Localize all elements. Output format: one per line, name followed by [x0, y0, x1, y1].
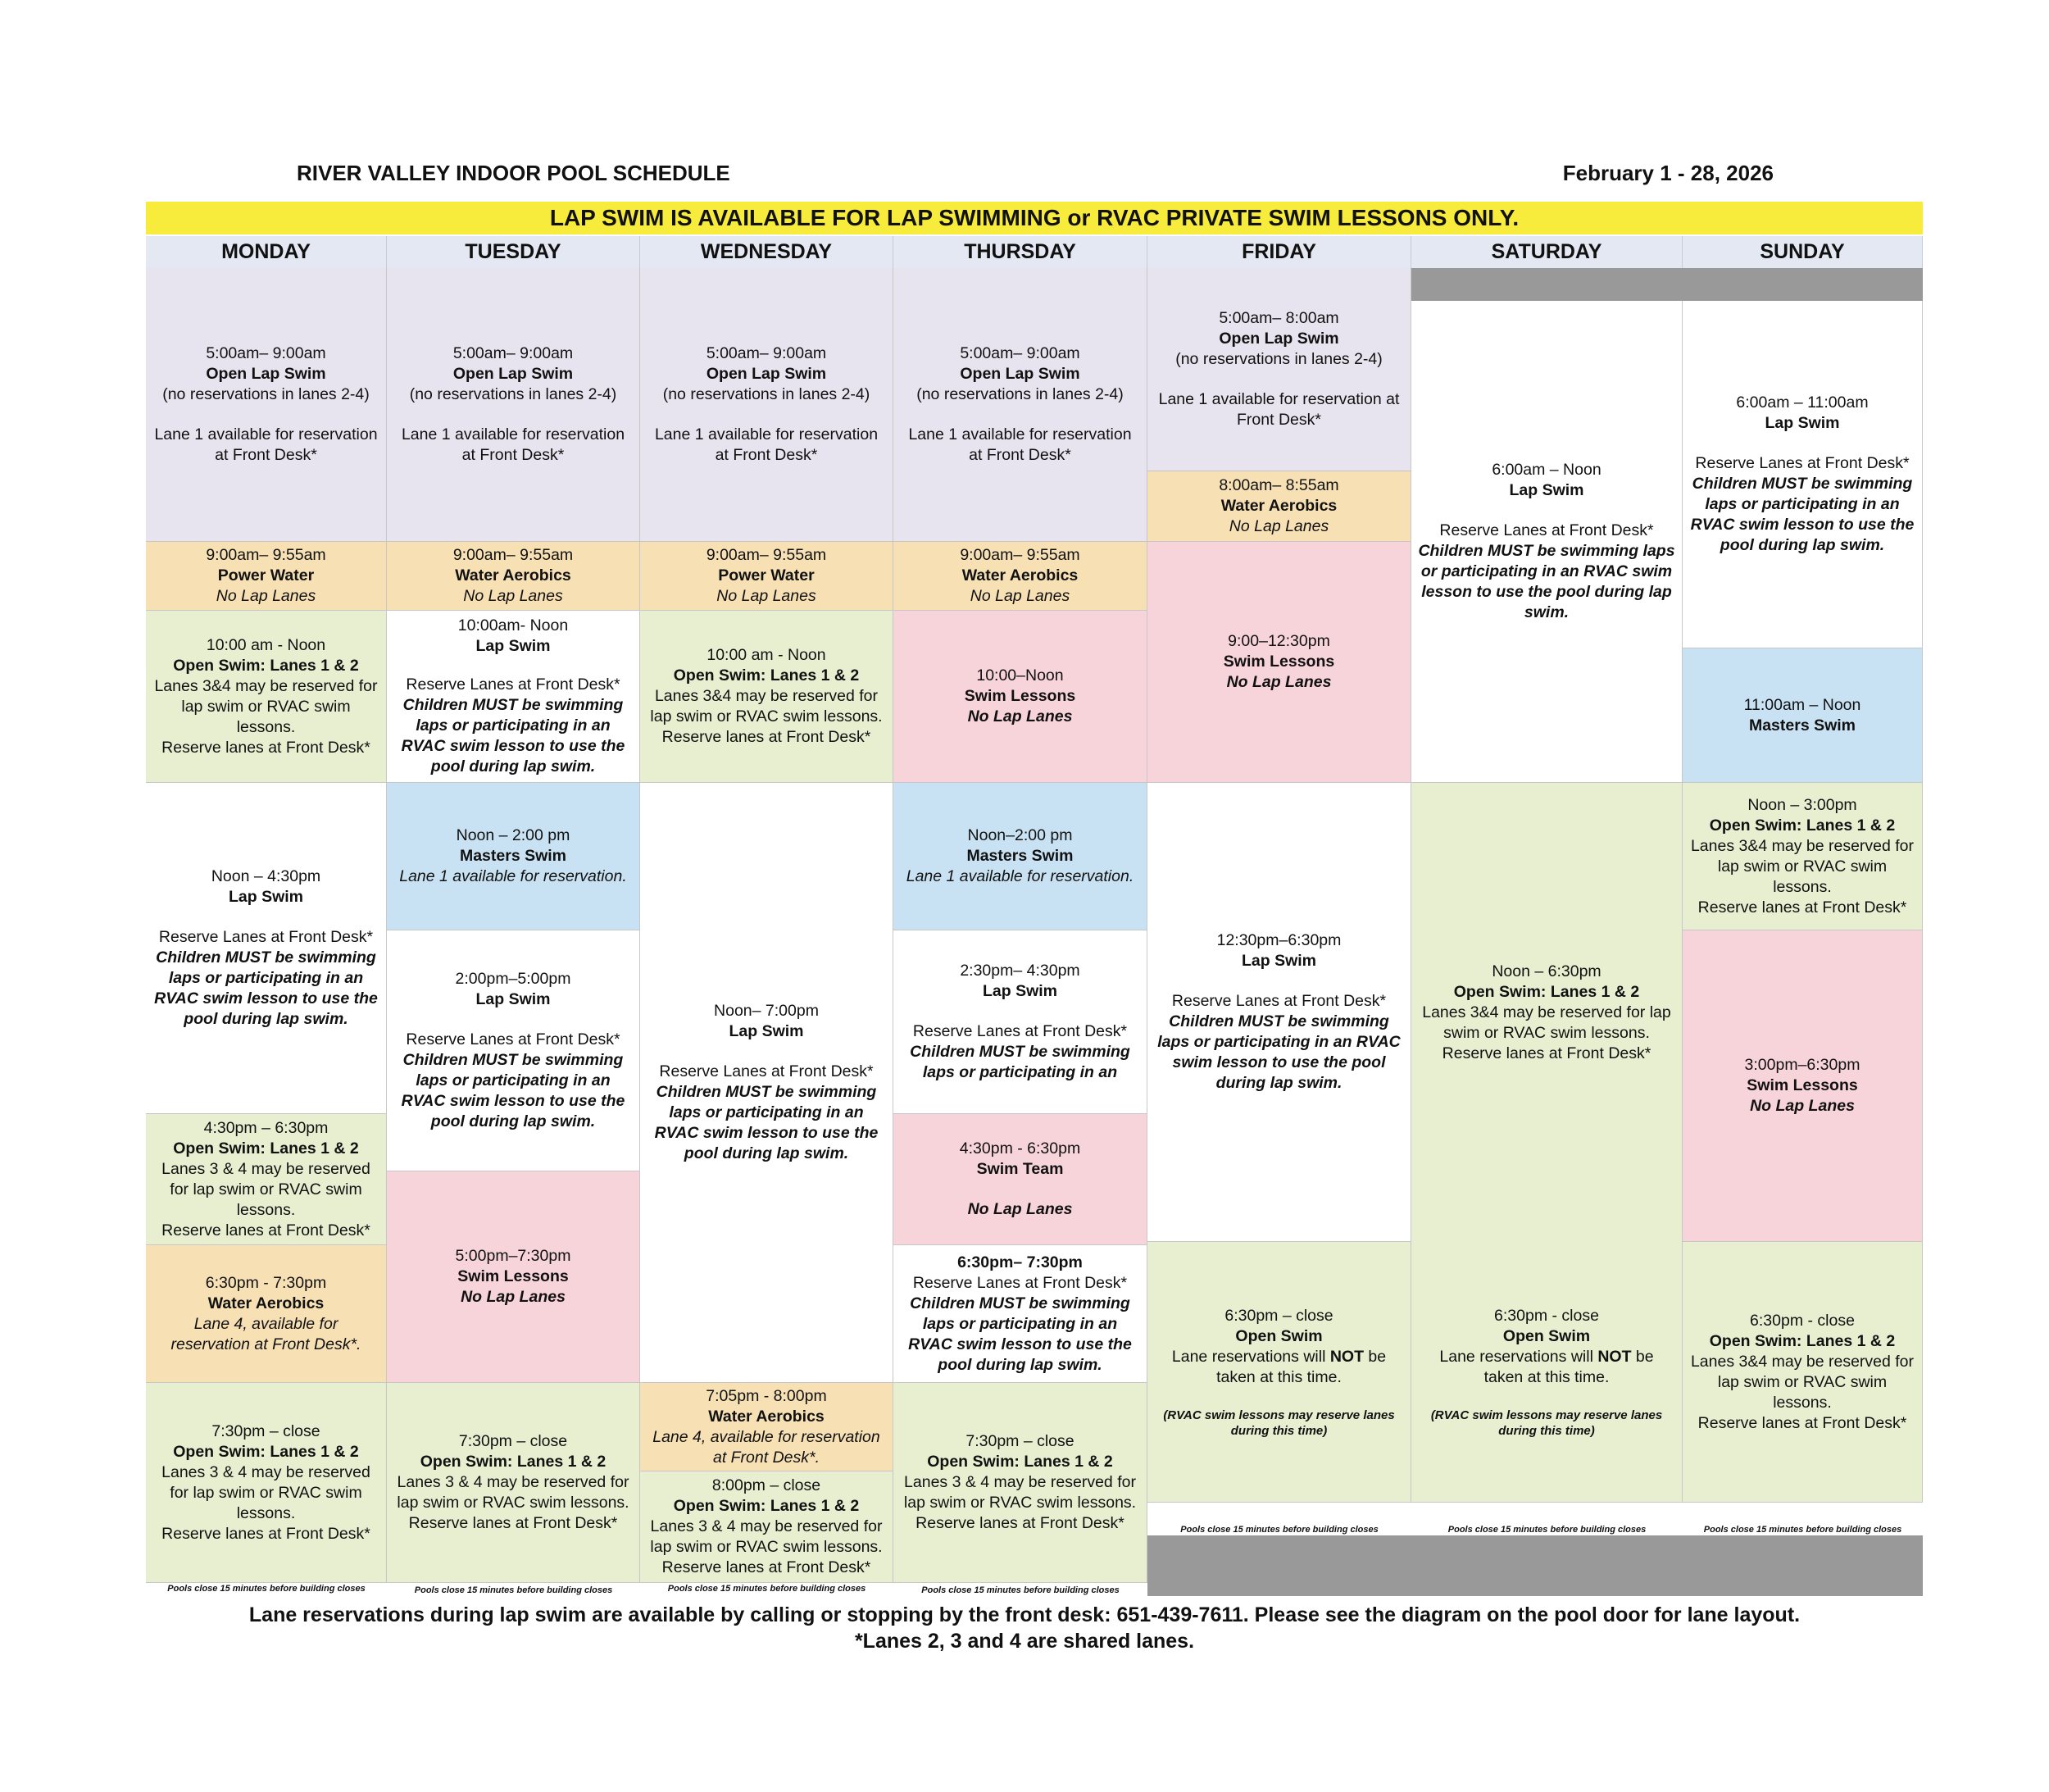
- block-title: Power Water: [718, 566, 815, 584]
- wednesday-lap-swim: [640, 783, 893, 1383]
- block-time: 9:00am– 9:55am: [706, 546, 827, 564]
- block-detail: Children MUST be swimming laps or participating in an: [910, 1043, 1130, 1081]
- block-title: Open Swim: Lanes 1 & 2: [173, 1139, 359, 1158]
- block-time: 8:00am– 8:55am: [1219, 476, 1339, 494]
- block-time: 10:00–Noon: [976, 666, 1064, 685]
- block-detail: Lanes 3&4 may be reserved for lap swim or RVAC swim lessons.: [650, 687, 883, 725]
- block-time: 2:30pm– 4:30pm: [960, 962, 1080, 980]
- block-time: 10:00 am - Noon: [206, 635, 326, 654]
- block-time: 6:30pm– 7:30pm: [957, 1253, 1083, 1271]
- block-title: Open Lap Swim: [706, 365, 827, 383]
- tuesday-lap-swim-afternoon: [387, 930, 640, 1171]
- block-detail: Reserve Lanes at Front Desk*: [1695, 454, 1910, 472]
- block-title: Water Aerobics: [1220, 497, 1338, 515]
- block-title: Water Aerobics: [455, 566, 571, 584]
- block-detail: No Lap Lanes: [1750, 1097, 1855, 1115]
- day-header-wednesday: WEDNESDAY: [640, 236, 893, 268]
- block-title: Swim Lessons: [1747, 1076, 1858, 1094]
- block-time: 5:00am– 9:00am: [452, 344, 574, 362]
- footer-shared-lanes-note: *Lanes 2, 3 and 4 are shared lanes.: [854, 1630, 1195, 1653]
- block-title: Open Swim: Lanes 1 & 2: [1453, 982, 1640, 1001]
- block-detail: (no reservations in lanes 2-4): [162, 385, 370, 403]
- block-detail: (no reservations in lanes 2-4): [1175, 350, 1383, 368]
- block-detail: Lanes 3 & 4 may be reserved for lap swim or RVAC swim lessons.: [161, 1462, 370, 1522]
- block-title: Lap Swim: [1509, 481, 1584, 499]
- block-time: 4:30pm - 6:30pm: [959, 1139, 1081, 1158]
- block-detail: No Lap Lanes: [1229, 517, 1329, 535]
- saturday-open-swim: [1411, 783, 1683, 1242]
- block-detail: Reserve Lanes at Front Desk*: [1171, 992, 1387, 1010]
- block-title: Open Swim: [1235, 1326, 1323, 1345]
- tuesday-water-aerobics: [387, 542, 640, 611]
- block-time: 12:30pm–6:30pm: [1216, 931, 1342, 949]
- block-detail: Children MUST be swimming laps or participating in an RVAC swim lesson to use the pool during lap swim.: [401, 696, 625, 775]
- block-detail: Children MUST be swimming laps or participating in an RVAC swim lesson to use the pool during lap swim.: [154, 948, 378, 1028]
- block-time: 5:00am– 9:00am: [960, 344, 1080, 362]
- block-detail: Reserve lanes at Front Desk*: [661, 728, 871, 746]
- block-title: Water Aerobics: [961, 566, 1079, 584]
- block-detail: No Lap Lanes: [970, 587, 1070, 605]
- block-detail: Reserve lanes at Front Desk*: [1697, 898, 1907, 916]
- block-time: 6:30pm - close: [1750, 1311, 1855, 1330]
- block-detail: No Lap Lanes: [461, 1288, 566, 1306]
- friday-open-lap-swim: [1147, 268, 1411, 471]
- block-title: Water Aerobics: [207, 1294, 325, 1312]
- block-detail: Reserve lanes at Front Desk*: [408, 1514, 618, 1532]
- block-detail: Lane 1 available for reservation at Front Desk*: [1158, 390, 1400, 429]
- block-title: Swim Lessons: [964, 687, 1076, 705]
- block-detail: Reserve lanes at Front Desk*: [1697, 1413, 1907, 1432]
- saturday-closed-bar: [1411, 268, 1683, 301]
- block-detail: Reserve lanes at Front Desk*: [161, 1524, 370, 1543]
- block-time: Noon – 6:30pm: [1492, 962, 1601, 980]
- block-time: 6:00am – Noon: [1492, 461, 1601, 479]
- block-time: 5:00am– 8:00am: [1219, 309, 1339, 327]
- block-time: 9:00am– 9:55am: [452, 546, 574, 564]
- block-title: Swim Team: [976, 1160, 1064, 1178]
- block-time: 9:00–12:30pm: [1228, 632, 1330, 650]
- block-time: 7:30pm – close: [458, 1432, 568, 1450]
- block-detail: No Lap Lanes: [967, 1200, 1073, 1218]
- block-detail: Children MUST be swimming laps or participating in an RVAC swim lesson to use the pool during lap swim.: [1418, 542, 1675, 621]
- block-detail: Lane reservations will NOT be taken at this time.: [1439, 1347, 1654, 1386]
- block-title: Open Lap Swim: [1219, 330, 1339, 348]
- sunday-swim-lessons: [1683, 930, 1923, 1242]
- schedule-title: RIVER VALLEY INDOOR POOL SCHEDULE: [297, 161, 730, 185]
- block-time: 9:00am– 9:55am: [206, 546, 326, 564]
- block-title: Masters Swim: [459, 847, 567, 865]
- block-time: 3:00pm–6:30pm: [1744, 1056, 1860, 1074]
- block-time: 2:00pm–5:00pm: [455, 970, 571, 988]
- sunday-lap-swim: [1683, 301, 1923, 648]
- pools-close-note-friday: Pools close 15 minutes before building closes: [1180, 1525, 1379, 1535]
- pools-close-note-thursday: Pools close 15 minutes before building closes: [921, 1585, 1120, 1595]
- day-header-monday: MONDAY: [146, 236, 387, 268]
- block-detail: Reserve Lanes at Front Desk*: [158, 928, 374, 946]
- block-detail: Lanes 3&4 may be reserved for lap swim or RVAC swim lessons.: [1422, 1003, 1671, 1042]
- thursday-lap-swim: [893, 930, 1147, 1114]
- block-detail: Lanes 3 & 4 may be reserved for lap swim or RVAC swim lessons.: [397, 1473, 629, 1512]
- block-time: Noon – 4:30pm: [211, 867, 321, 885]
- block-title: Swim Lessons: [1223, 653, 1335, 671]
- pools-close-note-sunday: Pools close 15 minutes before building closes: [1703, 1525, 1902, 1535]
- block-detail: Lanes 3 & 4 may be reserved for lap swim or RVAC swim lessons.: [161, 1159, 370, 1219]
- block-time: 5:00am– 9:00am: [706, 344, 827, 362]
- block-detail: Lanes 3&4 may be reserved for lap swim or RVAC swim lessons.: [1690, 836, 1915, 896]
- block-time: 9:00am– 9:55am: [960, 546, 1080, 564]
- block-title: Lap Swim: [1765, 414, 1840, 432]
- block-note: (RVAC swim lessons may reserve lanes during this time): [1430, 1408, 1663, 1438]
- block-title: Open Swim: Lanes 1 & 2: [927, 1453, 1113, 1471]
- block-detail: Children MUST be swimming laps or participating in an RVAC swim lesson to use the pool during lap swim.: [401, 1051, 625, 1130]
- monday-power-water: [146, 542, 387, 611]
- block-detail: Children MUST be swimming laps or participating in an RVAC swim lesson to use the pool during lap swim.: [654, 1083, 879, 1162]
- block-detail: Children MUST be swimming laps or participating in an RVAC swim lesson to use the pool during lap swim.: [1157, 1012, 1401, 1092]
- monday-lap-swim: [146, 783, 387, 1114]
- block-time: 5:00pm–7:30pm: [455, 1247, 571, 1265]
- block-detail: No Lap Lanes: [967, 707, 1073, 725]
- block-title: Lap Swim: [1241, 952, 1317, 970]
- block-title: Open Lap Swim: [452, 365, 574, 383]
- block-detail: Lane 1 available for reservation.: [399, 867, 627, 885]
- lap-swim-banner: LAP SWIM IS AVAILABLE FOR LAP SWIMMING or RVAC PRIVATE SWIM LESSONS ONLY.: [146, 202, 1923, 234]
- block-detail: Reserve Lanes at Front Desk*: [659, 1062, 874, 1080]
- block-detail: Reserve lanes at Front Desk*: [915, 1514, 1124, 1532]
- block-detail: Lane 1 available for reservation at Front Desk*: [401, 425, 625, 464]
- block-detail: Lanes 3 & 4 may be reserved for lap swim or RVAC swim lessons.: [903, 1473, 1137, 1512]
- wednesday-open-swim-morning: [640, 611, 893, 783]
- block-title: Masters Swim: [966, 847, 1074, 865]
- block-title: Open Swim: Lanes 1 & 2: [173, 656, 359, 675]
- block-detail: (no reservations in lanes 2-4): [409, 385, 617, 403]
- block-title: Open Swim: Lanes 1 & 2: [1709, 816, 1896, 835]
- day-header-thursday: THURSDAY: [893, 236, 1147, 268]
- saturday-lap-swim: [1411, 301, 1683, 783]
- footer-reservation-info: Lane reservations during lap swim are available by calling or stopping by the front desk: 651-439-7611. Please see the diagram on the pool door for lane layout.: [248, 1603, 1801, 1626]
- friday-open-swim: [1147, 1242, 1411, 1503]
- thursday-swim-lessons: [893, 611, 1147, 783]
- thursday-masters-swim: [893, 783, 1147, 930]
- block-time: 6:30pm - 7:30pm: [205, 1273, 327, 1292]
- sunday-masters-swim: [1683, 648, 1923, 783]
- block-time: Noon–2:00 pm: [967, 826, 1073, 844]
- block-time: 5:00am– 9:00am: [206, 344, 326, 362]
- block-title: Open Lap Swim: [960, 365, 1080, 383]
- block-title: Lap Swim: [475, 637, 551, 655]
- day-header-saturday: SATURDAY: [1411, 236, 1683, 268]
- monday-open-swim-evening: [146, 1383, 387, 1583]
- block-detail: Lane reservations will NOT be taken at this time.: [1171, 1347, 1387, 1386]
- block-title: Water Aerobics: [708, 1407, 825, 1426]
- block-time: 11:00am – Noon: [1743, 695, 1861, 714]
- block-title: Lap Swim: [228, 888, 304, 906]
- wednesday-power-water: [640, 542, 893, 611]
- block-detail: Reserve Lanes at Front Desk*: [912, 1022, 1128, 1040]
- friday-swim-lessons: [1147, 542, 1411, 783]
- tuesday-open-swim-evening: [387, 1383, 640, 1583]
- block-note: (RVAC swim lessons may reserve lanes during this time): [1163, 1408, 1395, 1438]
- block-detail: Lane 1 available for reservation at Front Desk*: [654, 425, 879, 464]
- block-time: Noon – 3:00pm: [1747, 795, 1857, 814]
- day-header-tuesday: TUESDAY: [387, 236, 640, 268]
- block-title: Open Swim: Lanes 1 & 2: [1709, 1331, 1896, 1350]
- block-detail: (no reservations in lanes 2-4): [662, 385, 870, 403]
- block-title: Open Swim: Lanes 1 & 2: [673, 1497, 860, 1515]
- block-time: Noon– 7:00pm: [714, 1002, 819, 1020]
- block-detail: Lanes 3&4 may be reserved for lap swim or RVAC swim lessons.: [1690, 1352, 1915, 1412]
- block-title: Open Swim: [1502, 1326, 1591, 1345]
- wednesday-open-swim-evening: [640, 1471, 893, 1583]
- date-range: February 1 - 28, 2026: [1562, 161, 1774, 185]
- tuesday-swim-lessons: [387, 1171, 640, 1383]
- thursday-open-lap-swim: [893, 268, 1147, 542]
- monday-open-swim-morning: [146, 611, 387, 783]
- pools-close-note-tuesday: Pools close 15 minutes before building closes: [414, 1585, 613, 1595]
- block-title: Open Swim: Lanes 1 & 2: [420, 1453, 607, 1471]
- tuesday-open-lap-swim: [387, 268, 640, 542]
- sunday-closed-bar: [1683, 268, 1923, 301]
- thursday-open-swim-evening: [893, 1383, 1147, 1583]
- block-detail: Children MUST be swimming laps or participating in an RVAC swim lesson to use the pool during lap swim.: [908, 1294, 1132, 1374]
- tuesday-lap-swim-morning: [387, 611, 640, 783]
- sunday-open-swim-afternoon: [1683, 783, 1923, 930]
- block-title: Open Lap Swim: [206, 365, 326, 383]
- block-time: 4:30pm – 6:30pm: [203, 1118, 329, 1137]
- block-title: Open Swim: Lanes 1 & 2: [173, 1442, 359, 1461]
- thursday-swim-team: [893, 1114, 1147, 1245]
- block-title: Lap Swim: [982, 982, 1058, 1000]
- sunday-open-swim-evening: [1683, 1242, 1923, 1503]
- block-time: 7:30pm – close: [965, 1432, 1074, 1450]
- block-detail: No Lap Lanes: [716, 587, 816, 605]
- block-detail: Reserve lanes at Front Desk*: [161, 738, 370, 757]
- day-header-sunday: SUNDAY: [1683, 236, 1923, 268]
- monday-water-aerobics: [146, 1245, 387, 1383]
- friday-lap-swim: [1147, 783, 1411, 1242]
- saturday-open-swim-evening: [1411, 1242, 1683, 1503]
- block-time: 6:30pm – close: [1224, 1306, 1333, 1325]
- block-detail: Reserve Lanes at Front Desk*: [1439, 521, 1654, 539]
- tuesday-masters-swim: [387, 783, 640, 930]
- block-detail: (no reservations in lanes 2-4): [916, 385, 1124, 403]
- monday-open-lap-swim: [146, 268, 387, 542]
- block-time: Noon – 2:00 pm: [456, 826, 570, 844]
- block-detail: No Lap Lanes: [1226, 673, 1332, 691]
- pools-close-note-saturday: Pools close 15 minutes before building closes: [1447, 1525, 1647, 1535]
- day-header-friday: FRIDAY: [1147, 236, 1411, 268]
- block-time: 10:00am- Noon: [457, 616, 569, 634]
- closed-bottom-bar: [1147, 1535, 1923, 1596]
- pools-close-note-monday: Pools close 15 minutes before building closes: [167, 1584, 366, 1594]
- block-time: 10:00 am - Noon: [706, 646, 826, 664]
- block-detail: Reserve lanes at Front Desk*: [1442, 1044, 1651, 1062]
- block-title: Power Water: [217, 566, 315, 584]
- block-detail: Reserve Lanes at Front Desk*: [912, 1273, 1128, 1292]
- wednesday-water-aerobics: [640, 1383, 893, 1471]
- thursday-water-aerobics: [893, 542, 1147, 611]
- block-title: Swim Lessons: [457, 1267, 569, 1285]
- block-time: 6:30pm - close: [1494, 1306, 1599, 1325]
- block-detail: Reserve lanes at Front Desk*: [661, 1558, 871, 1576]
- block-detail: Children MUST be swimming laps or participating in an RVAC swim lesson to use the pool during lap swim.: [1690, 475, 1915, 554]
- block-time: 7:05pm - 8:00pm: [706, 1386, 827, 1405]
- block-detail: Lane 4, available for reservation at Front Desk*.: [652, 1427, 880, 1467]
- block-detail: Lane 1 available for reservation at Front Desk*: [908, 425, 1132, 464]
- block-detail: Lanes 3 & 4 may be reserved for lap swim or RVAC swim lessons.: [650, 1517, 883, 1556]
- block-title: Lap Swim: [475, 990, 551, 1008]
- block-time: 7:30pm – close: [211, 1421, 320, 1440]
- thursday-lap-swim-evening: [893, 1245, 1147, 1383]
- monday-open-swim-afternoon: [146, 1114, 387, 1245]
- block-time: 6:00am – 11:00am: [1736, 393, 1869, 412]
- block-detail: Reserve Lanes at Front Desk*: [406, 1030, 620, 1048]
- block-detail: Lane 1 available for reservation.: [906, 867, 1134, 885]
- block-title: Masters Swim: [1748, 716, 1856, 735]
- block-detail: Lane 4, available for reservation at Front Desk*.: [170, 1314, 361, 1353]
- block-detail: Reserve lanes at Front Desk*: [161, 1221, 370, 1239]
- pools-close-note-wednesday: Pools close 15 minutes before building closes: [667, 1584, 866, 1594]
- block-detail: Reserve Lanes at Front Desk*: [406, 675, 620, 694]
- block-time: 8:00pm – close: [711, 1476, 821, 1494]
- block-title: Open Swim: Lanes 1 & 2: [673, 666, 860, 685]
- block-detail: Lane 1 available for reservation at Front Desk*: [154, 425, 378, 464]
- friday-water-aerobics: [1147, 471, 1411, 542]
- block-detail: No Lap Lanes: [463, 587, 563, 605]
- block-detail: No Lap Lanes: [216, 587, 316, 605]
- block-detail: Lanes 3&4 may be reserved for lap swim or RVAC swim lessons.: [154, 676, 378, 736]
- wednesday-open-lap-swim: [640, 268, 893, 542]
- block-title: Lap Swim: [729, 1022, 804, 1040]
